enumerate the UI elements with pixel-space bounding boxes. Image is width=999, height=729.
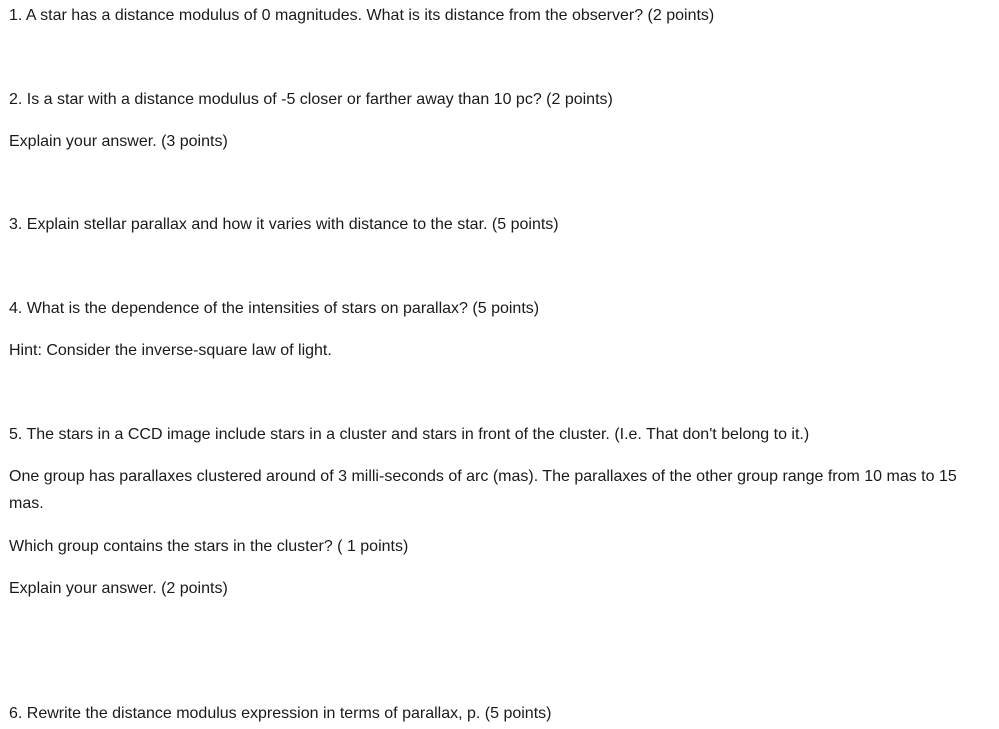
question-6: 6. Rewrite the distance modulus expression in terms of parallax, p. (5 points) [9,705,552,722]
question-3: 3. Explain stellar parallax and how it varies with distance to the star. (5 points) [9,216,559,233]
question-5-explain: Explain your answer. (2 points) [9,580,228,597]
question-2: 2. Is a star with a distance modulus of -5 closer or farther away than 10 pc? (2 points) [9,91,613,108]
question-2-explain: Explain your answer. (3 points) [9,133,228,150]
question-5-detail: One group has parallaxes clustered around of 3 milli-seconds of arc (mas). The parallaxes of the other group range from 10 mas to 15 mas. [9,468,957,512]
question-4: 4. What is the dependence of the intensities of stars on parallax? (5 points) [9,300,540,317]
question-1: 1. A star has a distance modulus of 0 magnitudes. What is its distance from the observer? (2 points) [9,7,715,24]
question-5-which: Which group contains the stars in the cluster? ( 1 points) [9,538,409,555]
question-5: 5. The stars in a CCD image include stars in a cluster and stars in front of the cluster. (I.e. That don't belong to it.) [9,426,810,443]
question-4-hint: Hint: Consider the inverse-square law of light. [9,342,332,359]
